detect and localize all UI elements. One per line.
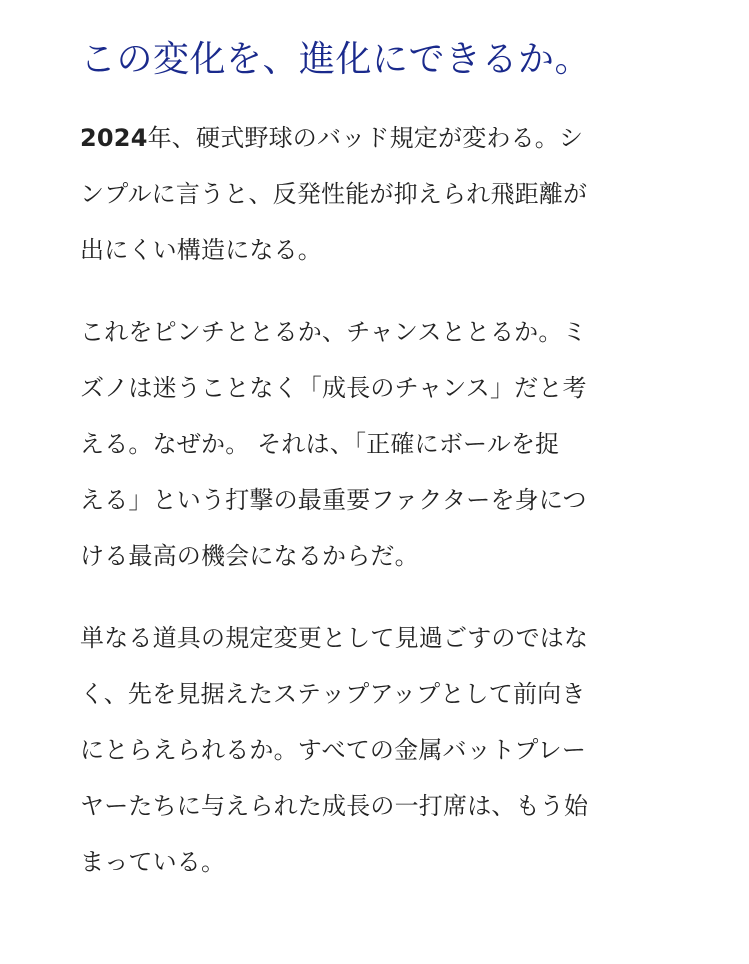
paragraph-step-up [80, 610, 679, 890]
page-title: この変化を、進化にできるか。 [80, 39, 592, 80]
paragraph-line: ンプルに言うと、反発性能が抑えられ飛距離が [80, 180, 588, 208]
paragraph-line: 出にくい構造になる。 [80, 236, 322, 264]
paragraph-line: 単なる道具の規定変更として見過ごすのではな [80, 624, 589, 652]
paragraph-line: これをピンチととるか、チャンスととるか。ミ [80, 318, 587, 346]
paragraph-line: ズノは迷うことなく「成長のチャンス」だと考 [80, 374, 587, 402]
paragraph-line: える。なぜか。 それは、「正確にボールを捉 [80, 430, 560, 458]
paragraph-bat-regulation [80, 110, 679, 278]
year-text: 2024 [80, 124, 148, 152]
paragraph-line: く、先を見据えたステップアップとして前向き [80, 680, 586, 708]
paragraph-line: にとらえられるか。すべての金属バットプレー [80, 736, 587, 764]
paragraph-line: ける最高の機会になるからだ。 [80, 542, 419, 570]
paragraph-growth-chance [80, 304, 679, 584]
paragraph-line [80, 110, 679, 166]
paragraph-line: える」という打撃の最重要ファクターを身につ [80, 486, 587, 514]
paragraph-line: ヤーたちに与えられた成長の一打席は、もう始 [80, 792, 589, 820]
paragraph-line-text: 年、硬式野球のバッド規定が変わる。シ [147, 124, 584, 152]
paragraph-line: まっている。 [80, 848, 226, 876]
